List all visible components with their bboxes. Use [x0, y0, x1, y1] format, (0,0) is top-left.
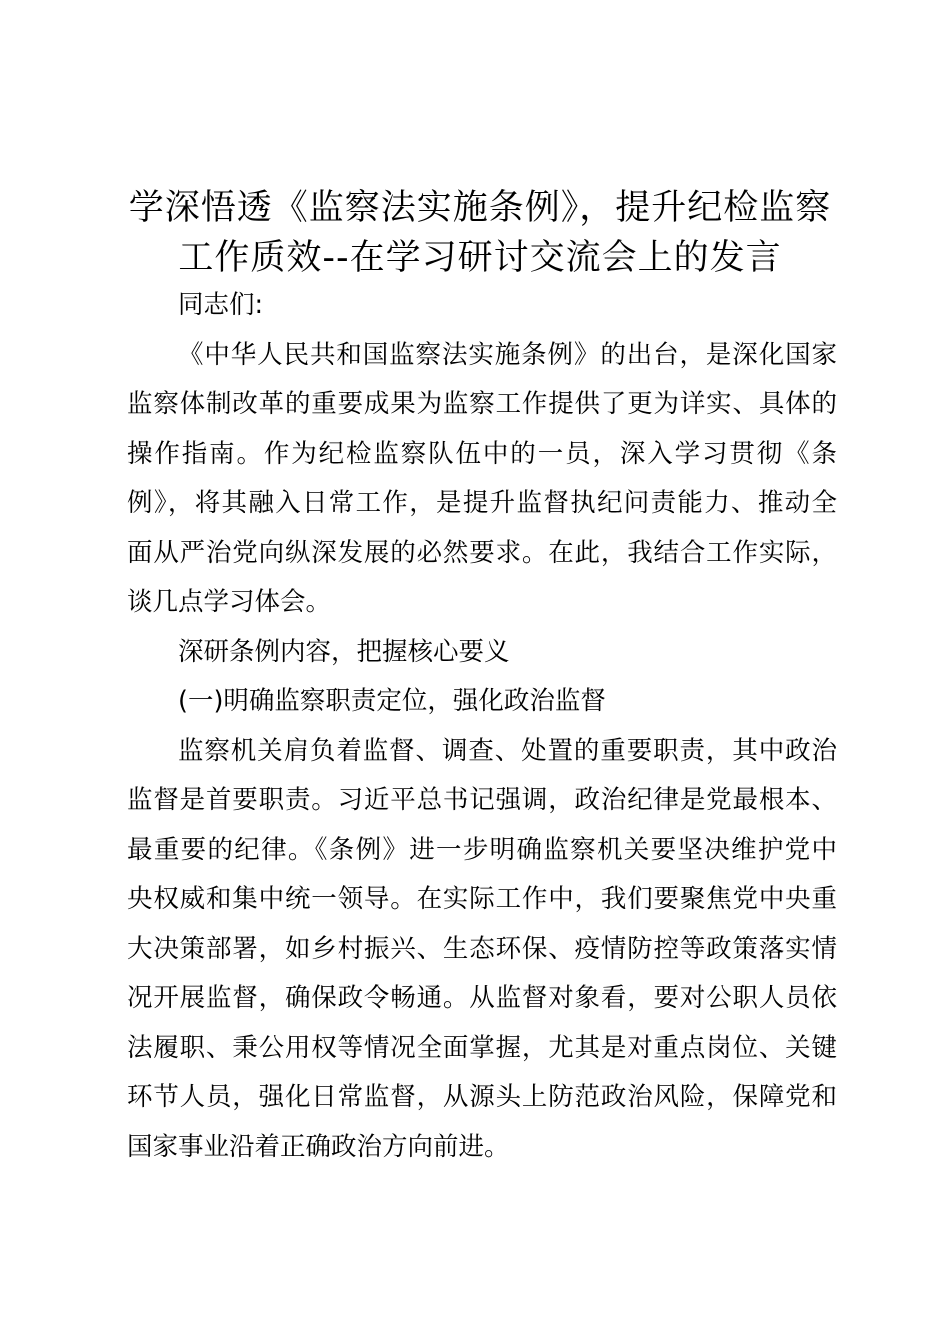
paragraph-2-line-1: 监察机关肩负着监督、调查、处置的重要职责，其中政治 [178, 735, 837, 766]
section-heading: 深研条例内容，把握核心要义 [178, 636, 510, 667]
paragraph-2-line-9: 国家事业沿着正确政治方向前进。 [127, 1131, 510, 1162]
paragraph-1-line-6: 谈几点学习体会。 [127, 587, 332, 617]
paragraph-2-line-5: 大决策部署，如乡村振兴、生态环保、疫情防控等政策落实情 [127, 933, 837, 964]
paragraph-2-line-6: 况开展监督，确保政令畅通。从监督对象看，要对公职人员依 [127, 983, 837, 1013]
paragraph-2-line-8: 环节人员，强化日常监督，从源头上防范政治风险，保障党和 [127, 1082, 837, 1112]
paragraph-1-line-4: 例》，将其融入日常工作，是提升监督执纪问责能力、推动全 [127, 488, 837, 518]
document-body [127, 281, 837, 1172]
salutation: 同志们: [178, 290, 264, 320]
paragraph-2-line-3: 最重要的纪律。《条例》进一步明确监察机关要坚决维护党中 [127, 834, 837, 865]
paragraph-2-line-4: 央权威和集中统一领导。在实际工作中，我们要聚焦党中央重 [127, 884, 837, 914]
paragraph-1-line-2: 监察体制改革的重要成果为监察工作提供了更为详实、具体的 [127, 389, 837, 419]
document-title-line-1: 学深悟透《监察法实施条例》，提升纪检监察 [128, 188, 832, 228]
subsection-heading: (一)明确监察职责定位，强化政治监督 [178, 686, 606, 716]
paragraph-1-line-5: 面从严治党向纵深发展的必然要求。在此，我结合工作实际， [127, 537, 837, 568]
paragraph-2-line-2: 监督是首要职责。习近平总书记强调，政治纪律是党最根本、 [127, 785, 837, 815]
paragraph-1-line-3: 操作指南。作为纪检监察队伍中的一员，深入学习贯彻《条 [127, 438, 837, 469]
document-title-line-2: 工作质效--在学习研讨交流会上的发言 [178, 238, 782, 278]
paragraph-1-line-1: 《中华人民共和国监察法实施条例》的出台，是深化国家 [178, 339, 837, 370]
paragraph-2-line-7: 法履职、秉公用权等情况全面掌握，尤其是对重点岗位、关键 [127, 1032, 837, 1063]
